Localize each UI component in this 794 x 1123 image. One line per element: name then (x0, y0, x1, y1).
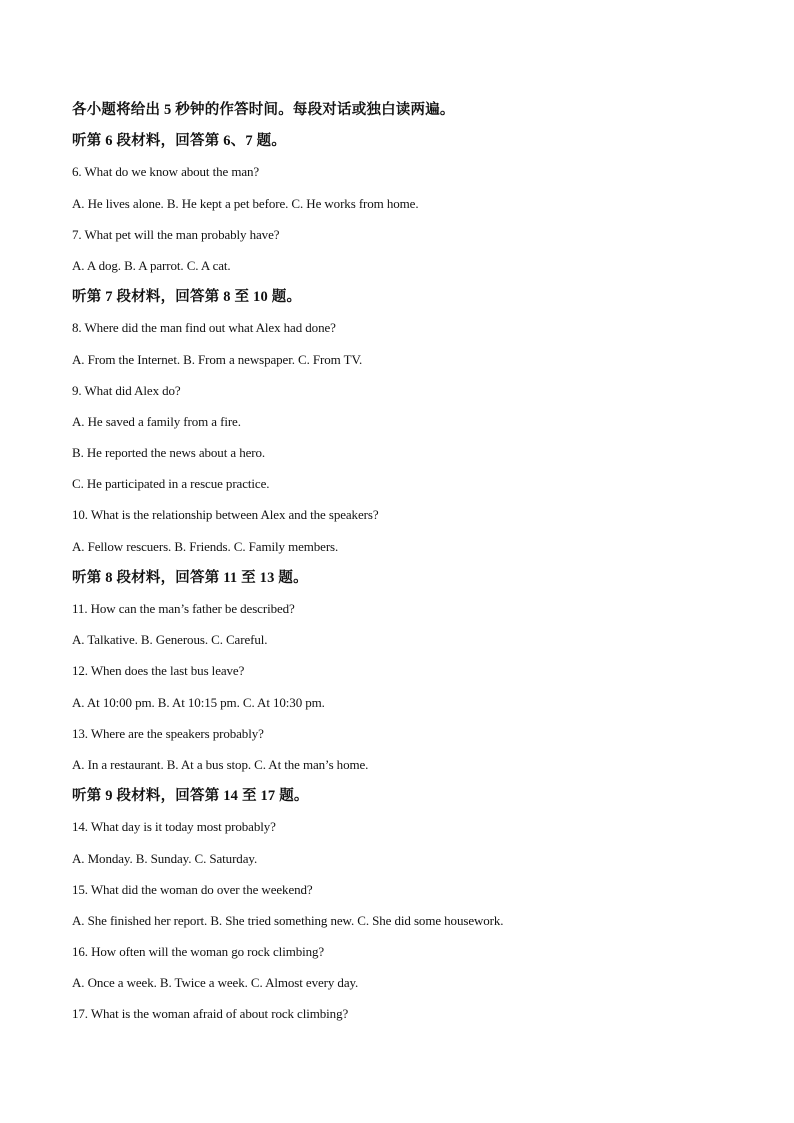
question-text: 10. What is the relationship between Alex and the speakers? (72, 507, 379, 523)
question-text: 6. What do we know about the man? (72, 164, 260, 180)
document-page (72, 100, 732, 1036)
section-heading: 听第 7 段材料，回答第 8 至 10 题。 (72, 289, 302, 306)
question-text: 11. How can the man’s father be described? (72, 601, 295, 616)
section-heading: 听第 6 段材料，回答第 6、7 题。 (72, 133, 287, 150)
answer-options: B. He reported the news about a hero. (72, 445, 266, 461)
question-text: 7. What pet will the man probably have? (72, 226, 280, 242)
answer-options: A. Talkative. B. Generous. C. Careful. (72, 632, 268, 648)
question-text: 17. What is the woman afraid of about rock climbing? (72, 1006, 349, 1022)
question-text: 12. When does the last bus leave? (72, 663, 245, 679)
answer-options: A. Monday. B. Sunday. C. Saturday. (72, 850, 258, 866)
answer-options: A. Fellow rescuers. B. Friends. C. Family members. (72, 538, 339, 554)
answer-options: A. He lives alone. B. He kept a pet before. C. He works from home. (72, 195, 419, 211)
answer-options: A. From the Internet. B. From a newspaper. C. From TV. (72, 351, 363, 367)
question-text: 13. Where are the speakers probably? (72, 725, 264, 741)
answer-options: C. He participated in a rescue practice. (72, 476, 270, 492)
question-text: 8. Where did the man find out what Alex had done? (72, 320, 336, 336)
answer-options: A. A dog. B. A parrot. C. A cat. (72, 257, 231, 273)
question-text: 15. What did the woman do over the weekend? (72, 881, 313, 897)
answer-options: A. He saved a family from a fire. (72, 413, 241, 429)
section-heading: 听第 9 段材料，回答第 14 至 17 题。 (72, 788, 309, 805)
question-text: 14. What day is it today most probably? (72, 819, 276, 835)
answer-options: A. Once a week. B. Twice a week. C. Almost every day. (72, 975, 359, 991)
question-text: 16. How often will the woman go rock climbing? (72, 944, 325, 960)
question-list (72, 131, 732, 1035)
question-text: 9. What did Alex do? (72, 382, 181, 398)
answer-options: A. At 10:00 pm. B. At 10:15 pm. C. At 10:30 pm. (72, 694, 325, 710)
section-intro: 各小题将给出 5 秒钟的作答时间。每段对话或独白读两遍。 (72, 102, 455, 118)
answer-options: A. In a restaurant. B. At a bus stop. C. At the man’s home. (72, 756, 369, 772)
section-heading: 听第 8 段材料，回答第 11 至 13 题。 (72, 569, 308, 586)
answer-options: A. She finished her report. B. She tried something new. C. She did some housework. (72, 912, 504, 928)
